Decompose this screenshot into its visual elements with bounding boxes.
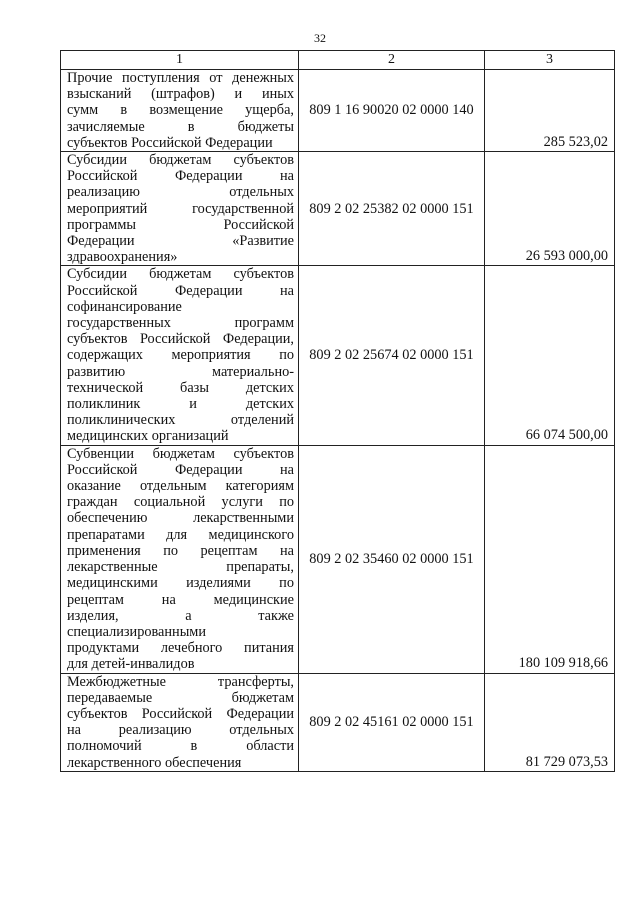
revenue-name-line: Субсидии бюджетам субъектов — [67, 266, 294, 283]
revenue-name-line: мероприятий государственной — [67, 200, 294, 217]
revenue-name-line: передаваемые бюджетам — [67, 689, 294, 706]
revenue-name-line: Субсидии бюджетам субъектов — [67, 152, 294, 169]
budget-code-cell: 809 1 16 90020 02 0000 140 — [299, 70, 485, 152]
revenue-name-cell — [61, 152, 299, 266]
budget-code-cell: 809 2 02 25382 02 0000 151 — [299, 152, 485, 266]
revenue-name-line: технической базы детских — [67, 379, 294, 396]
budget-code-cell: 809 2 02 45161 02 0000 151 — [299, 673, 485, 771]
revenue-name-line: на реализацию отдельных — [67, 722, 294, 739]
revenue-name-line: государственных программ — [67, 315, 294, 332]
header-col-1: 1 — [61, 51, 299, 70]
revenue-name-line: Российской Федерации на — [67, 282, 294, 299]
amount-cell: 66 074 500,00 — [485, 266, 615, 445]
table-header-row — [61, 51, 615, 70]
revenue-name-line: препаратами для медицинского — [67, 526, 294, 543]
revenue-name-line: субъектов Российской Федерации — [67, 134, 273, 151]
revenue-name-line: граждан социальной услуги по — [67, 494, 294, 511]
page-number: 32 — [314, 31, 326, 45]
table-row — [61, 152, 615, 266]
revenue-name-line: Субвенции бюджетам субъектов — [67, 445, 294, 462]
revenue-name-line: здравоохранения» — [67, 249, 178, 266]
header-col-3: 3 — [485, 51, 615, 70]
revenue-name-line: лекарственного обеспечения — [67, 754, 242, 771]
amount-cell: 81 729 073,53 — [485, 673, 615, 771]
revenue-name-line: для детей-инвалидов — [67, 656, 195, 673]
table-row — [61, 673, 615, 771]
revenue-name-cell — [61, 70, 299, 152]
revenue-name-line: субъектов Российской Федерации, — [67, 331, 294, 348]
revenue-name-line: Российской Федерации на — [67, 461, 294, 478]
amount-cell: 285 523,02 — [485, 70, 615, 152]
revenue-name-line: Российской Федерации на — [67, 168, 294, 185]
revenue-name-line: реализацию отдельных — [67, 184, 294, 201]
revenue-name-line: продуктами лечебного питания — [67, 640, 294, 657]
revenue-name-line: специализированными — [67, 623, 207, 640]
revenue-name-cell — [61, 266, 299, 445]
revenue-name-line: полномочий в области — [67, 738, 294, 755]
revenue-name-line: программы Российской — [67, 216, 294, 233]
revenue-name-line: поликлинических отделений — [67, 412, 294, 429]
revenue-name-line: изделия, а также — [67, 607, 294, 624]
revenue-name-line: софинансирование — [67, 298, 182, 315]
budget-code-cell: 809 2 02 25674 02 0000 151 — [299, 266, 485, 445]
revenue-name-line: зачисляемые в бюджеты — [67, 118, 294, 135]
revenue-name-line: взысканий (штрафов) и иных — [67, 86, 294, 103]
revenue-name-line: Межбюджетные трансферты, — [67, 673, 294, 690]
revenue-name-line: Федерации «Развитие — [67, 233, 294, 250]
revenue-name-line: медицинскими изделиями по — [67, 575, 294, 592]
budget-code-cell: 809 2 02 35460 02 0000 151 — [299, 445, 485, 673]
revenue-name-line: рецептам на медицинские — [67, 591, 294, 608]
revenue-name-line: применения по рецептам на — [67, 542, 294, 559]
amount-cell: 180 109 918,66 — [485, 445, 615, 673]
revenue-name-line: субъектов Российской Федерации — [67, 705, 294, 722]
amount-cell: 26 593 000,00 — [485, 152, 615, 266]
revenue-name-line: оказание отдельным категориям — [67, 478, 294, 495]
revenue-name-cell — [61, 445, 299, 673]
revenue-name-line: содержащих мероприятия по — [67, 347, 294, 364]
revenue-name-line: поликлиник и детских — [67, 396, 294, 413]
revenue-name-line: сумм в возмещение ущерба, — [67, 102, 294, 119]
table-row — [61, 266, 615, 445]
revenue-name-line: обеспечению лекарственными — [67, 510, 294, 527]
revenue-name-line: медицинских организаций — [67, 428, 229, 445]
revenue-name-line: лекарственные препараты, — [67, 559, 294, 576]
table-row — [61, 445, 615, 673]
budget-revenue-table — [60, 50, 615, 772]
revenue-name-line: Прочие поступления от денежных — [67, 70, 294, 86]
table-row — [61, 70, 615, 152]
revenue-name-line: развитию материально- — [67, 363, 294, 380]
header-col-2: 2 — [299, 51, 485, 70]
revenue-name-cell — [61, 673, 299, 771]
